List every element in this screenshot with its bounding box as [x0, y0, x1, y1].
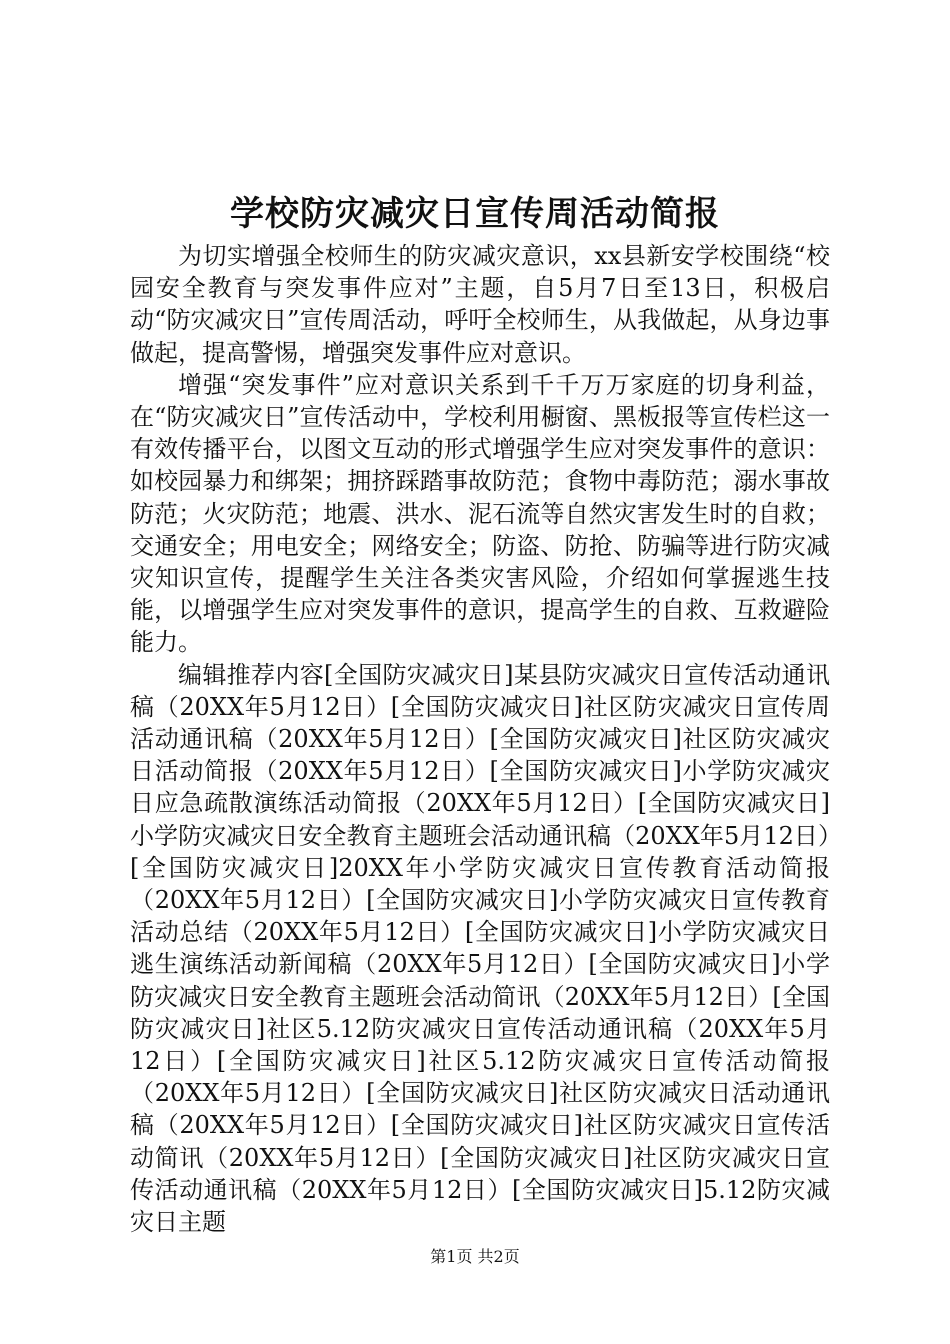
- paragraph-recommended: 编辑推荐内容[全国防灾减灾日]某县防灾减灾日宣传活动通讯稿（20XX年5月12日）[全国防灾减灾日]社区防灾减灾日宣传周活动通讯稿（20XX年5月12日）[全国防灾减灾日]社区防灾减灾日活动简报（20XX年5月12日）[全国防灾减灾日]小学防灾减灾日应急疏散演练活动简报（20XX年5月12日）[全国防灾减灾日]小学防灾减灾日安全教育主题班会活动通讯稿（20XX年5月12日）[全国防灾减灾日]20XX年小学防灾减灾日宣传教育活动简报（20XX年5月12日）[全国防灾减灾日]小学防灾减灾日宣传教育活动总结（20XX年5月12日）[全国防灾减灾日]小学防灾减灾日逃生演练活动新闻稿（20XX年5月12日）[全国防灾减灾日]小学防灾减灾日安全教育主题班会活动简讯（20XX年5月12日）[全国防灾减灾日]社区5.12防灾减灾日宣传活动通讯稿（20XX年5月12日）[全国防灾减灾日]社区5.12防灾减灾日宣传活动简报（20XX年5月12日）[全国防灾减灾日]社区防灾减灾日活动通讯稿（20XX年5月12日）[全国防灾减灾日]社区防灾减灾日宣传活动简讯（20XX年5月12日）[全国防灾减灾日]社区防灾减灾日宣传活动通讯稿（20XX年5月12日）[全国防灾减灾日]5.12防灾减灾日主题: [130, 660, 830, 1237]
- paragraph-awareness: 增强“突发事件”应对意识关系到千千万万家庭的切身利益，在“防灾减灾日”宣传活动中，学校利用橱窗、黑板报等宣传栏这一有效传播平台，以图文互动的形式增强学生应对突发事件的意识：如校园暴力和绑架；拥挤踩踏事故防范；食物中毒防范；溺水事故防范；火灾防范；地震、洪水、泥石流等自然灾害发生时的自救；交通安全；用电安全；网络安全；防盗、防抢、防骗等进行防灾减灾知识宣传，提醒学生关注各类灾害风险，介绍如何掌握逃生技能，以增强学生应对突发事件的意识，提高学生的自救、互救避险能力。: [130, 370, 830, 657]
- page-number-footer: 第1页 共2页: [430, 1247, 520, 1266]
- document-body: [130, 240, 830, 1238]
- paragraph-intro: 为切实增强全校师生的防灾减灾意识，xx县新安学校围绕“校园安全教育与突发事件应对”主题，自5月7日至13日，积极启动“防灾减灾日”宣传周活动，呼吁全校师生，从我做起，从身边事做起，提高警惕，增强突发事件应对意识。: [130, 242, 830, 367]
- document-title: 学校防灾减灾日宣传周活动简报: [230, 194, 720, 234]
